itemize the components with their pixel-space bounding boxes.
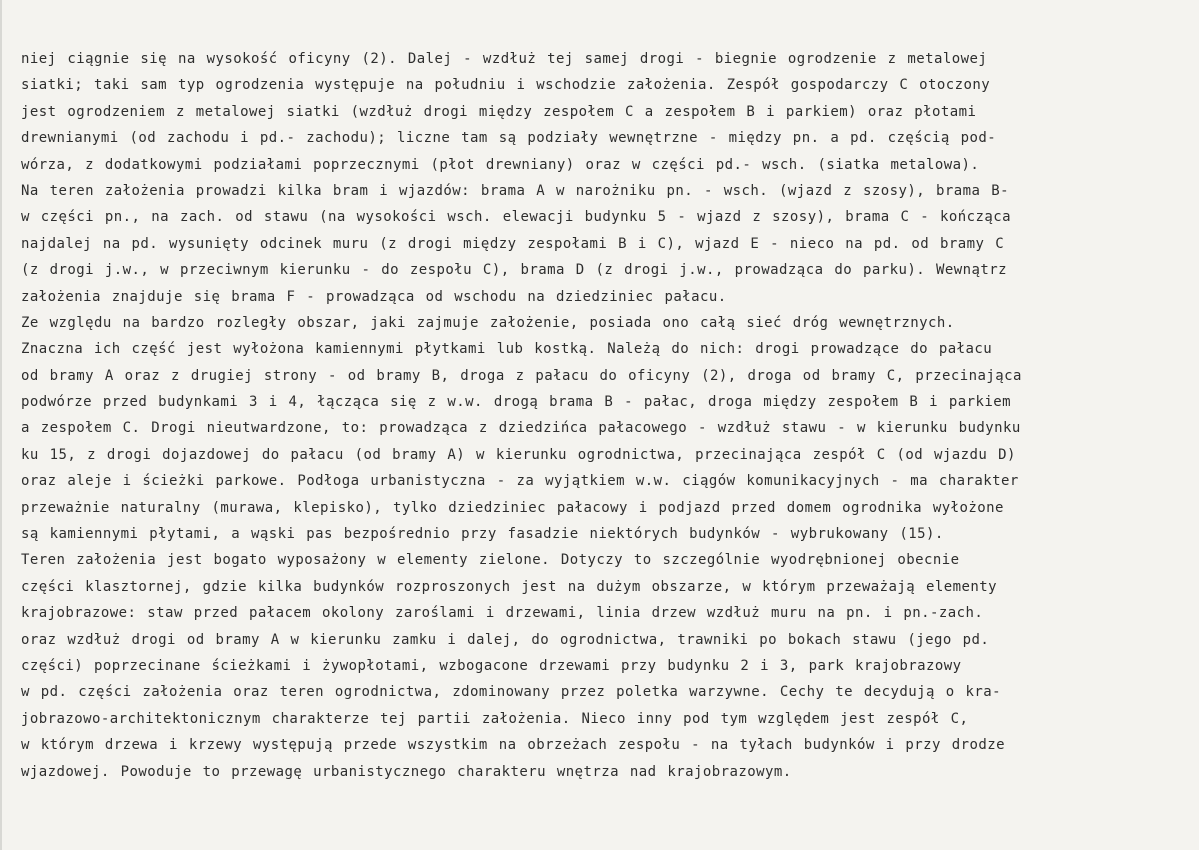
text-line: Znaczna ich część jest wyłożona kamiennymi płytkami lub kostką. Należą do nich: drogi prowadzące do pałacu <box>21 341 993 358</box>
typed-text-block <box>21 46 1191 785</box>
text-line: a zespołem C. Drogi nieutwardzone, to: prowadząca z dziedzińca pałacowego - wzdłuż stawu - w kierunku budynku <box>21 420 1021 437</box>
text-line: oraz aleje i ścieżki parkowe. Podłoga urbanistyczna - za wyjątkiem w.w. ciągów komunikacyjnych - ma charakter <box>21 473 1019 490</box>
text-line: Teren założenia jest bogato wyposażony w elementy zielone. Dotyczy to szczególnie wyodrębnionej obecnie <box>21 552 960 569</box>
text-line: Na teren założenia prowadzi kilka bram i wjazdów: brama A w narożniku pn. - wsch. (wjazd z szosy), brama B- <box>21 182 1010 199</box>
text-line: Ze względu na bardzo rozległy obszar, jaki zajmuje założenie, posiada ono całą sieć dróg wewnętrznych. <box>21 314 955 331</box>
text-line: podwórze przed budynkami 3 i 4, łącząca się z w.w. drogą brama B - pałac, droga między zespołem B i parkiem <box>21 394 1012 411</box>
text-line: jobrazowo-architektonicznym charakterze tej partii założenia. Nieco inny pod tym względem jest zespół C, <box>21 710 969 727</box>
text-line: w pd. części założenia oraz teren ogrodnictwa, zdominowany przez poletka warzywne. Cechy te decydują o kra- <box>21 684 1002 701</box>
text-line: założenia znajduje się brama F - prowadząca od wschodu na dziedziniec pałacu. <box>21 288 727 305</box>
text-line: od bramy A oraz z drugiej strony - od bramy B, droga z pałacu do oficyny (2), droga od bramy C, przecinająca <box>21 367 1022 384</box>
text-line: drewnianymi (od zachodu i pd.- zachodu); liczne tam są podziały wewnętrzne - między pn. a pd. częścią pod- <box>21 130 997 147</box>
text-line: niej ciągnie się na wysokość oficyny (2). Dalej - wzdłuż tej samej drogi - biegnie ogrodzenie z metalowej <box>21 51 988 67</box>
text-line: części) poprzecinane ścieżkami i żywopłotami, wzbogacone drzewami przy budynku 2 i 3, park krajobrazowy <box>21 657 962 674</box>
text-line: są kamiennymi płytami, a wąski pas bezpośrednio przy fasadzie niektórych budynków - wybrukowany (15). <box>21 526 944 543</box>
text-line: ku 15, z drogi dojazdowej do pałacu (od bramy A) w kierunku ogrodnictwa, przecinająca zespół C (od wjazdu D) <box>21 446 1016 463</box>
text-line: najdalej na pd. wysunięty odcinek muru (z drogi między zespołami B i C), wjazd E - nieco na pd. od bramy C <box>21 235 1005 252</box>
text-line: krajobrazowe: staw przed pałacem okolony zaroślami i drzewami, linia drzew wzdłuż muru na pn. i pn.-zach. <box>21 605 984 622</box>
text-line: wjazdowej. Powoduje to przewagę urbanistycznego charakteru wnętrza nad krajobrazowym. <box>21 763 792 780</box>
text-line: w którym drzewa i krzewy występują przede wszystkim na obrzeżach zespołu - na tyłach budynków i przy drodze <box>21 737 1006 754</box>
text-line: części klasztornej, gdzie kilka budynków rozproszonych jest na dużym obszarze, w którym przeważają elementy <box>21 578 998 595</box>
text-line: jest ogrodzeniem z metalowej siatki (wzdłuż drogi między zespołem C a zespołem B i parkiem) oraz płotami <box>21 103 977 120</box>
text-line: w części pn., na zach. od stawu (na wysokości wsch. elewacji budynku 5 - wjazd z szosy), brama C - kończąca <box>21 209 1012 226</box>
text-line: przeważnie naturalny (murawa, klepisko), tylko dziedziniec pałacowy i podjazd przed domem ogrodnika wyłożone <box>21 499 1004 516</box>
text-line: wórza, z dodatkowymi podziałami poprzecznymi (płot drewniany) oraz w części pd.- wsch. (siatka metalowa). <box>21 156 980 173</box>
text-line: oraz wzdłuż drogi od bramy A w kierunku zamku i dalej, do ogrodnictwa, trawniki po bokach stawu (jego pd. <box>21 631 990 648</box>
text-line: (z drogi j.w., w przeciwnym kierunku - do zespołu C), brama D (z drogi j.w., prowadząca do parku). Wewnątrz <box>21 262 1008 279</box>
text-line: siatki; taki sam typ ogrodzenia występuje na południu i wschodzie założenia. Zespół gospodarczy C otoczony <box>21 77 991 94</box>
